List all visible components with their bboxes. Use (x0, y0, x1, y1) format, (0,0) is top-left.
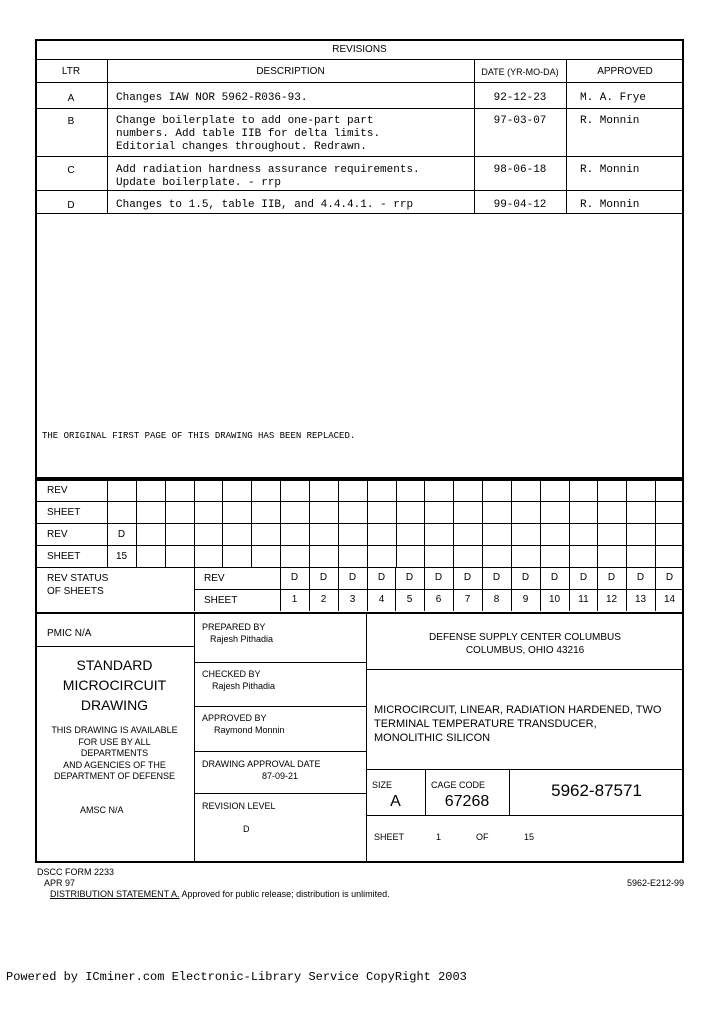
rev-status-label: OF SHEETS (47, 586, 104, 597)
rev-description: Change boilerplate to add one-part part (116, 115, 374, 127)
rev-status-label: REV STATUS (47, 573, 109, 584)
distribution-statement (50, 889, 390, 899)
status-rev-cell: D (290, 572, 299, 583)
grid-label-rev: REV (47, 529, 68, 540)
grid-col-rule (280, 479, 281, 567)
rule (474, 59, 475, 213)
distribution-text: Approved for public release; distribution is unlimited. (181, 889, 390, 899)
status-rev-cell: D (579, 572, 588, 583)
rev-approved: R. Monnin (580, 115, 640, 127)
rule (194, 706, 366, 707)
header-approved: APPROVED (597, 66, 653, 77)
checked-name: Rajesh Pithadia (212, 681, 276, 691)
rev-date: 98-06-18 (493, 164, 547, 176)
drawing-title: MICROCIRCUIT, LINEAR, RADIATION HARDENED, TWO (374, 704, 662, 716)
rule (107, 59, 108, 213)
rev-description: Add radiation hardness assurance requirements. (116, 164, 420, 176)
sheet-number: 1 (436, 832, 442, 842)
rev-ltr: D (67, 200, 75, 211)
grid-col-rule (396, 479, 397, 567)
standard-title: DRAWING (80, 697, 149, 713)
status-rev-cell: D (607, 572, 616, 583)
grid-col-rule (309, 479, 310, 567)
rule (35, 190, 684, 191)
rule (35, 156, 684, 157)
status-sheet-cell: 14 (663, 594, 676, 605)
status-sheet-cell: 5 (406, 594, 413, 605)
status-sheet-cell: 13 (634, 594, 647, 605)
grid-col-rule (540, 479, 541, 567)
status-col-rule (194, 567, 195, 611)
rule (194, 793, 366, 794)
status-sheet-cell: 2 (320, 594, 327, 605)
agency-name: DEFENSE SUPPLY CENTER COLUMBUS (429, 632, 621, 643)
rev-description: Changes to 1.5, table IIB, and 4.4.4.1. - rrp (116, 199, 414, 211)
rev-approved: M. A. Frye (580, 92, 647, 104)
grid-label-sheet: SHEET (47, 507, 81, 518)
header-description: DESCRIPTION (256, 66, 325, 77)
grid-col-rule (482, 479, 483, 567)
rev-description: Update boilerplate. - rrp (116, 177, 282, 189)
availability-note: FOR USE BY ALL (78, 737, 151, 747)
grid-col-rule (194, 479, 195, 567)
grid-col-rule (165, 479, 166, 567)
header-ltr: LTR (61, 66, 81, 77)
approval-date: 87-09-21 (262, 771, 299, 781)
availability-note: THIS DRAWING IS AVAILABLE (51, 725, 178, 735)
sheet-total: 15 (524, 832, 535, 842)
document-code: 5962-E212-99 (627, 878, 685, 888)
revision-level: D (243, 824, 250, 834)
status-sheet-cell: 3 (349, 594, 356, 605)
status-rev-cell: D (463, 572, 472, 583)
grid-rev-value: D (117, 529, 126, 540)
approval-date-label: DRAWING APPROVAL DATE (202, 759, 321, 769)
status-rev-cell: D (348, 572, 357, 583)
powered-by-footer: Powered by ICminer.com Electronic-Library Service CopyRight 2003 (6, 970, 467, 984)
status-sheet-cell: 9 (522, 594, 529, 605)
cage-code-value: 67268 (444, 793, 490, 810)
rule (366, 769, 684, 770)
status-sheet-cell: 8 (493, 594, 500, 605)
status-sheet-cell: 10 (548, 594, 561, 605)
rule (35, 108, 684, 109)
status-rev-cell: D (377, 572, 386, 583)
grid-col-rule (136, 479, 137, 567)
rule (35, 82, 684, 83)
rule (35, 59, 684, 60)
status-rev-cell: D (665, 572, 674, 583)
status-sheet-cell: 11 (578, 594, 589, 605)
status-rev-label: REV (204, 573, 225, 584)
grid-row-rule (35, 545, 684, 546)
size-label: SIZE (372, 780, 393, 790)
grid-col-rule (453, 479, 454, 567)
drawing-number: 5962-87571 (551, 781, 642, 800)
rule (194, 751, 366, 752)
status-rev-cell: D (434, 572, 443, 583)
sheet-label: SHEET (374, 832, 405, 842)
distribution-label: DISTRIBUTION STATEMENT A. (50, 889, 180, 899)
rule (35, 646, 194, 647)
grid-label-rev: REV (47, 485, 68, 496)
status-sheet-cell: 6 (435, 594, 442, 605)
status-sheet-cell: 4 (378, 594, 385, 605)
rev-approved: R. Monnin (580, 164, 640, 176)
rev-ltr: A (67, 93, 75, 104)
rule (35, 213, 684, 214)
status-rev-cell: D (636, 572, 645, 583)
drawing-title: MONOLITHIC SILICON (374, 732, 491, 744)
status-sheet-cell: 1 (291, 594, 298, 605)
availability-note: AND AGENCIES OF THE (63, 760, 166, 770)
approved-name: Raymond Monnin (214, 725, 285, 735)
rev-approved: R. Monnin (580, 199, 640, 211)
standard-title: STANDARD (76, 657, 153, 673)
grid-col-rule (569, 479, 570, 567)
grid-col-rule (251, 479, 252, 567)
prepared-label: PREPARED BY (202, 622, 266, 632)
rev-description: numbers. Add table IIB for delta limits. (116, 128, 381, 140)
grid-col-rule (511, 479, 512, 567)
rule (194, 662, 366, 663)
form-date: APR 97 (44, 878, 76, 888)
standard-title: MICROCIRCUIT (62, 677, 167, 693)
rule (35, 612, 684, 614)
rule (366, 815, 684, 816)
rule (566, 59, 567, 213)
revisions-title: REVISIONS (332, 44, 387, 55)
rev-ltr: B (67, 116, 75, 127)
rev-ltr: C (67, 165, 75, 176)
status-sheet-cell: 12 (605, 594, 618, 605)
form-number: DSCC FORM 2233 (37, 867, 115, 877)
rev-date: 99-04-12 (493, 199, 547, 211)
grid-row-rule (35, 501, 684, 502)
rev-description: Changes IAW NOR 5962-R036-93. (116, 92, 308, 104)
status-rev-cell: D (492, 572, 501, 583)
agency-address: COLUMBUS, OHIO 43216 (465, 645, 585, 656)
drawing-title: TERMINAL TEMPERATURE TRANSDUCER, (374, 718, 597, 730)
grid-col-rule (655, 479, 656, 567)
availability-note: DEPARTMENTS (80, 748, 149, 758)
availability-note: DEPARTMENT OF DEFENSE (53, 771, 176, 781)
header-date: DATE (YR-MO-DA) (481, 67, 559, 77)
revision-level-label: REVISION LEVEL (202, 801, 276, 811)
grid-col-rule (597, 479, 598, 567)
grid-col-rule (626, 479, 627, 567)
grid-col-rule (424, 479, 425, 567)
status-rev-cell: D (319, 572, 328, 583)
cage-code-label: CAGE CODE (431, 780, 486, 790)
grid-sheet-value: 15 (115, 551, 128, 562)
replaced-note: THE ORIGINAL FIRST PAGE OF THIS DRAWING HAS BEEN REPLACED. (42, 431, 356, 441)
status-sheet-cell: 7 (464, 594, 471, 605)
grid-col-rule (338, 479, 339, 567)
status-rev-cell: D (405, 572, 414, 583)
status-rev-cell: D (550, 572, 559, 583)
grid-col-rule (367, 479, 368, 567)
status-rev-cell: D (521, 572, 530, 583)
size-value: A (390, 793, 401, 810)
pmic-label: PMIC N/A (47, 628, 92, 639)
grid-label-sheet: SHEET (47, 551, 81, 562)
grid-row-rule (35, 523, 684, 524)
grid-col-rule (222, 479, 223, 567)
rev-date: 97-03-07 (493, 115, 547, 127)
amsc-label: AMSC N/A (80, 805, 124, 815)
checked-label: CHECKED BY (202, 669, 261, 679)
of-label: OF (476, 832, 489, 842)
approved-label: APPROVED BY (202, 713, 267, 723)
rev-description: Editorial changes throughout. Redrawn. (116, 141, 367, 153)
rule (194, 612, 195, 863)
status-sheet-label: SHEET (204, 595, 238, 606)
rule (366, 669, 684, 670)
revisions-table (35, 39, 684, 479)
rev-date: 92-12-23 (493, 92, 547, 104)
prepared-name: Rajesh Pithadia (210, 634, 274, 644)
